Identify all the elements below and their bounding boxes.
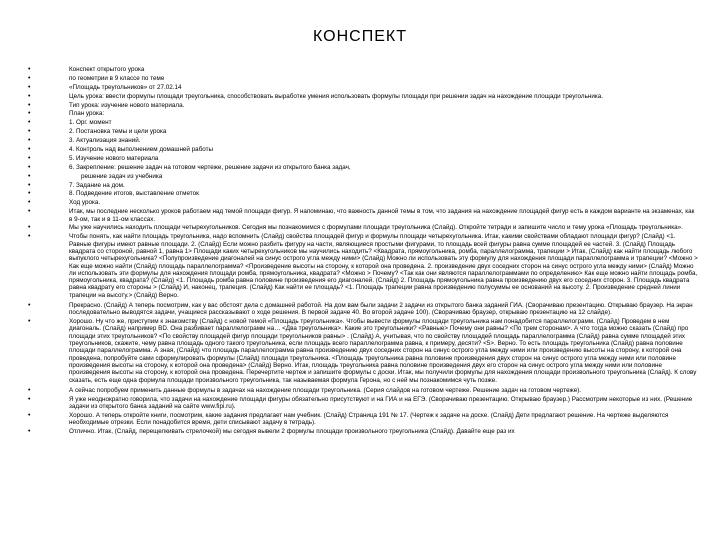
list-item: • решение задач из учебника (0, 173, 720, 180)
list-item: • 5. Изучение нового материала (0, 155, 720, 162)
list-item: • 7. Задание на дом. (0, 182, 720, 189)
list-item: • 3. Актуализация знаний. (0, 137, 720, 144)
list-item: • Тип урока: изучение нового материала. (0, 102, 720, 109)
list-item: • План урока: (0, 110, 720, 117)
list-item: • Итак, мы последние несколько уроков работаем над темой площади фигур. Я напоминаю, что важность данной темы в том, что задания на нахождение площадей фигур есть в каждом варианте на экзаменах, как в 9-ом, так и в 11-ом классах. (0, 208, 720, 223)
list-item: • Ход урока. (0, 199, 720, 206)
list-item: • Мы уже научились находить площади четырехугольников. Сегодня мы познакомимся с формулами площади треугольника (Слайд). Откройте тетради и запишите число и тему урока «Площадь треугольника». (0, 224, 720, 231)
document-body (0, 66, 720, 437)
list-item: • Чтобы понять, как найти площадь треугольника, надо вспомнить (Слайд) свойства площадей фигур и формулы площади четырехугольника. Итак, какими свойствами обладают площади фигур? (Слайд) <1. Равные фигуры имеют равные площади. 2. (Слайд) Если можно разбить фигуру на части, являющиеся простыми фигурами, то площадь всей фигуры равна сумме площадей ее частей. 3. (Слайд) Площадь квадрата со стороной, равной 1, равна 1> Площади каких четырехугольников мы научились находить? <Квадрата, прямоугольника, ромба, параллелограмма, трапеции > Итак, (Слайд) как найти площадь любого выпуклого четырехугольника? <Полупроизведение диагоналей на синус острого угла между ними> (Слайд) Можно ли использовать эту формулу для нахождения площади параллелограмма и трапеции? <Можно > Как еще можно найти (Слайд) площадь параллелограмма? <Произведение высоты на сторону, к которой она проведена. 2. произведение двух соседних сторон на синус острого угла между ними> (Слайд) Можно ли использовать эти формулы для нахождения площади ромба, прямоугольника, квадрата? <Можно > Почему? <Так как они являются параллелограммами по определению> Как еще можно найти площадь ромба, прямоугольника, квадрата? (Слайд) <1. Площадь ромба равна половине произведения его диагоналей. (Слайд) 2. Площадь прямоугольника равна произведению двух его соседних сторон. 3. Площадь квадрата равна квадрату его стороны > (Слайд) И, наконец, трапеция. (Слайд) Как найти ее площадь? <1. Площадь трапеции равна произведению полусуммы ее оснований на высоту. 2. Произведение средней линии трапеции на высоту.> (Слайд) Верно. (0, 233, 720, 299)
list-item: • 1. Орг. момент (0, 119, 720, 126)
list-item: • по геометрии в 9 классе по теме (0, 75, 720, 82)
list-item: • «Площадь треугольников» от 27.02.14 (0, 84, 720, 91)
list-item: • Прекрасно. (Слайд) А теперь посмотрим, как у вас обстоят дела с домашней работой. На дом вам были задачи 2 задачи из открытого банка заданий ГИА. (Сворачиваю презентацию. Открываю браузер. На экран последовательно выводятся задачи, учащиеся рассказывают о ходе решения. В первой задаче 40. Во второй задаче 100). (Сворачиваю браузер, открываю презентацию на 12 слайде). (0, 302, 720, 317)
list-item: • 8. Подведение итогов, выставление отметок (0, 190, 720, 197)
list-item: • А сейчас попробуем применить данные формулы в задачах на нахождение площади треугольника. (Серия слайдов на готовом чертеже. Решение задач на готовом чертеже). (0, 387, 720, 394)
list-item: • Отлично. Итак, (Слайд, перещелкивать стрелочкой) мы сегодня вывели 2 формулы площади произвольного треугольника (Слайд). Давайте еще раз их (0, 428, 720, 435)
list-item: • Цель урока: ввести формулы площади треугольника, способствовать выработке умения использовать формулы площади при решении задач на нахождение площади треугольника. (0, 93, 720, 100)
list-item: • Хорошо. А теперь откройте книги, посмотрим, какие задания предлагает нам учебник. (Слайд) Страница 191 № 17. (Чертеж к задаче на доске. (Слайд) Дети предлагают решение. На чертеже выделяются необходимые отрезки. Если понадобится время, дети списывают задачу в тетрадь). (0, 412, 720, 427)
list-item: • 2. Постановка темы и цели урока (0, 128, 720, 135)
list-item: • 4. Контроль над выполнением домашней работы (0, 146, 720, 153)
list-item: • Хорошо. Ну что же, приступим к знакомству (Слайд) с новой темой «Площадь треугольника». Чтобы вывести формулы площади треугольника нам понадобится параллелограмм. (Слайд) Проведем в нем диагональ. (Слайд) например BD. Она разбивает параллелограмм на… <Два треугольника>. Какие это треугольники? <Равные> Почему они равны? <По трем сторонам>. А что тогда можно сказать (Слайд) про площади этих треугольников? <По свойству площадей фигур площади треугольников равны> . (Слайд) А, учитывая, что по свойству площадей площадь параллелограмма (Слайд) равна сумме площадей этих треугольников, скажите, чему равна площадь одного такого треугольника, если площадь всего параллелограмма равна, к примеру, десяти? <5>. Верно. То есть площадь треугольника (Слайд) равна половине площади параллелограмма. А зная, (Слайд) что площадь параллелограмма равна произведению двух соседних сторон на синус острого угла между ними или произведению высоты на сторону, к которой она проведена, попробуйте сами сформулировать формулы (Слайд) площади треугольника. <Площадь треугольника равна половине произведения двух сторон на синус острого угла между ними или половине произведения высоты на сторону, к которой она проведена> (Слайд) Верно. Итак, площадь треугольника равна половине произведения двух его сторон на синус острого угла между ними или половине произведения высоты на сторону, к которой она проведена. Перечертите чертеж и запишите формулы с доски. Итак, мы получили формулы для нахождения площади произвольного треугольника (Слайд). К слову сказать, есть еще одна формула площади произвольного треугольника, так называемая формула Герона, но с ней мы познакомимся чуть позже. (0, 318, 720, 384)
list-item: • Конспект открытого урока (0, 66, 720, 73)
list-item: • Я уже неоднократно говорила, что задачи на нахождение площади фигуры обязательно присутствуют и на ГИА и на ЕГЭ. (Сворачиваю презентацию. Открываю браузер.) Рассмотрим некоторые из них. (Решение задачи из открытого банка заданий на сайте www.fipi.ru). (0, 396, 720, 411)
page-title: КОНСПЕКТ (313, 28, 407, 45)
list-item: • 6. Закрепление: решение задач на готовом чертеже, решение задачи из открытого банка задач, (0, 164, 720, 171)
